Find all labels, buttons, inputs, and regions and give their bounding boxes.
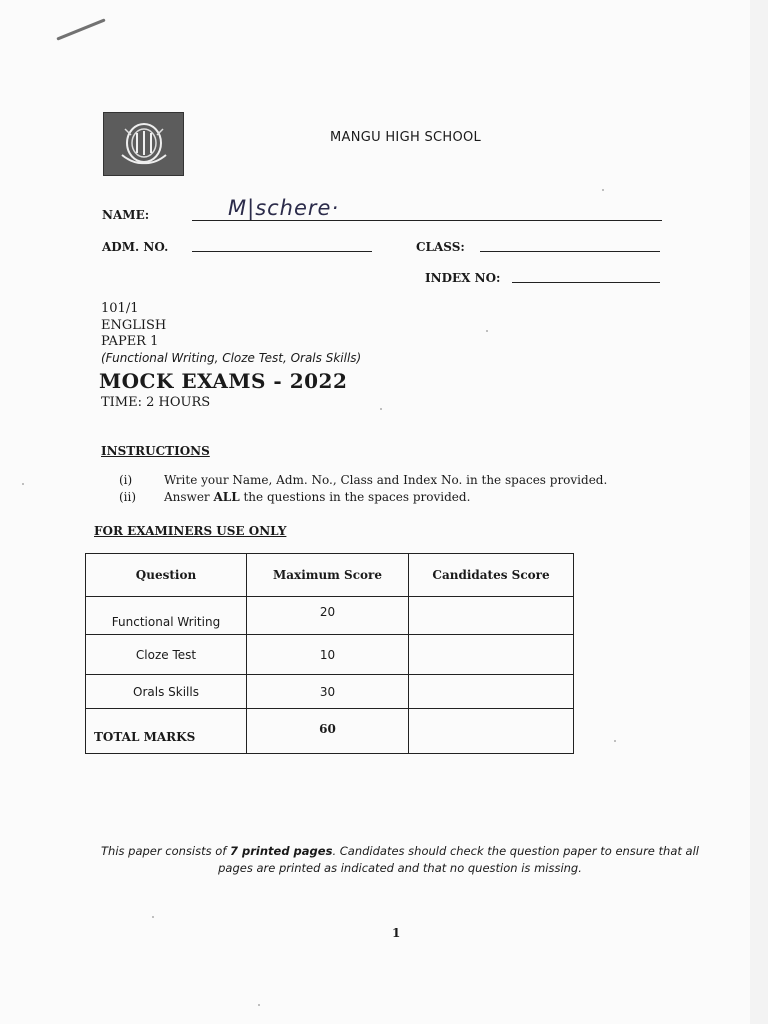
instruction-number: (i) <box>119 473 133 487</box>
note-bold: 7 printed pages <box>229 844 333 858</box>
scan-speck <box>486 330 488 332</box>
score-table <box>85 553 574 754</box>
total-label: TOTAL MARKS <box>86 709 247 754</box>
handwritten-name: M|schere· <box>228 196 340 220</box>
school-name: MANGU HIGH SCHOOL <box>330 130 482 145</box>
instruction-number: (ii) <box>119 490 137 504</box>
total-value: 60 <box>247 709 409 754</box>
page-number: 1 <box>392 926 401 940</box>
pen-mark <box>56 18 105 40</box>
exam-time: TIME: 2 HOURS <box>101 395 211 410</box>
instruction-text <box>164 473 607 487</box>
adm-label: ADM. NO. <box>102 240 169 254</box>
instruction-bold: ALL <box>213 490 240 504</box>
table-header-row <box>86 554 574 597</box>
column-header: Candidates Score <box>409 554 574 597</box>
question-cell: Orals Skills <box>86 675 247 709</box>
table-row <box>86 635 574 675</box>
question-cell: Functional Writing <box>86 597 247 635</box>
question-cell: Cloze Test <box>86 635 247 675</box>
exam-title: MOCK EXAMS - 2022 <box>99 369 348 393</box>
instructions-heading: INSTRUCTIONS <box>101 444 210 458</box>
paper-code: 101/1 <box>101 301 139 316</box>
subject: ENGLISH <box>101 318 167 333</box>
table-row <box>86 675 574 709</box>
instruction-text-part: Write your Name, Adm. No., Class and Index No. in the spaces provided. <box>164 473 608 487</box>
column-header: Maximum Score <box>247 554 409 597</box>
candidate-score-cell <box>409 597 574 635</box>
name-label: NAME: <box>102 208 150 222</box>
max-score-cell: 30 <box>247 675 409 709</box>
class-line <box>480 251 660 252</box>
instruction-text-part: the questions in the spaces provided. <box>239 490 471 504</box>
scan-speck <box>602 189 604 191</box>
total-candidate-score-cell <box>409 709 574 754</box>
total-row <box>86 709 574 754</box>
name-line <box>192 220 662 221</box>
candidate-score-cell <box>409 675 574 709</box>
scan-speck <box>380 408 382 410</box>
scan-speck <box>614 740 616 742</box>
scan-speck <box>258 1004 260 1006</box>
scan-speck <box>22 483 24 485</box>
candidate-score-cell <box>409 635 574 675</box>
adm-line <box>192 251 372 252</box>
instruction-text-part: Answer <box>164 490 214 504</box>
max-score-cell: 10 <box>247 635 409 675</box>
instruction-text <box>164 490 470 504</box>
class-label: CLASS: <box>416 240 465 254</box>
note-text: . Candidates should check the question paper to ensure that all pages are printed as indicated and that no question is missing. <box>218 844 699 875</box>
note-text: This paper consists of <box>101 844 230 858</box>
table-row <box>86 597 574 635</box>
index-line <box>512 282 660 283</box>
scan-speck <box>152 916 154 918</box>
paper-number: PAPER 1 <box>101 334 159 349</box>
page-count-note <box>100 843 700 877</box>
max-score-cell: 20 <box>247 597 409 635</box>
index-label: INDEX NO: <box>425 271 501 285</box>
column-header: Question <box>86 554 247 597</box>
examiners-heading: FOR EXAMINERS USE ONLY <box>94 524 287 538</box>
school-logo <box>103 112 184 176</box>
paper-sections: (Functional Writing, Cloze Test, Orals Skills) <box>101 351 362 365</box>
